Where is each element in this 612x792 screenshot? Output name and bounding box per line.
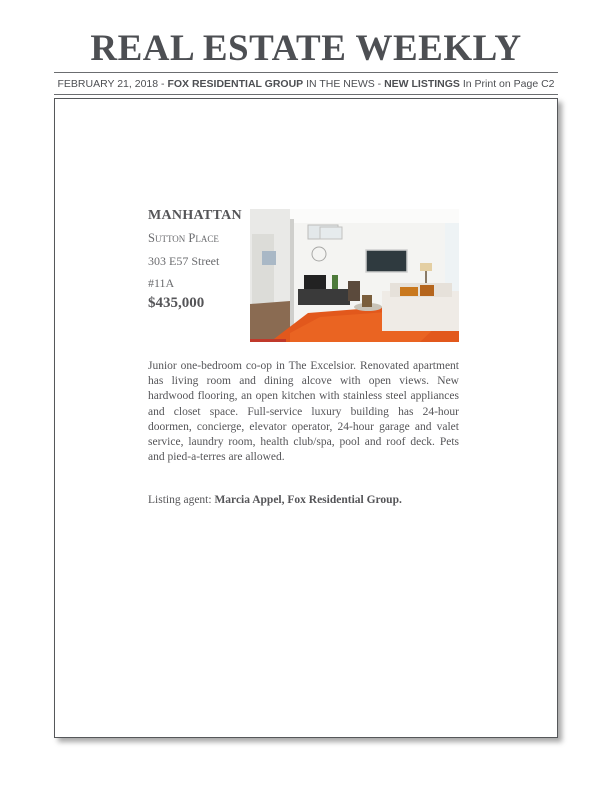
listing-price: $435,000 [148,295,205,311]
masthead-title: REAL ESTATE WEEKLY [90,28,522,69]
agent-name: Marcia Appel, Fox Residential Group. [214,494,402,506]
dateline-in-news: IN THE NEWS [303,78,375,90]
dateline-date: FEBRUARY 21, 2018 [57,78,159,90]
dateline-separator: - [158,78,168,90]
listing-description: Junior one-bedroom co-op in The Excelsior. Renovated apartment has living room and dining alcove with open views. New hardwood flooring, an open kitchen with stainless steel appliances and closet space. Full-service luxury building has 24-hour doormen, concierge, elevator operator, 24-hour garage and valet service, laundry room, health club/spa, pool and roof deck. Pets and pied-a-terres are allowed. [148,360,459,464]
listing-unit: #11A [148,276,175,290]
masthead-rule-bottom [54,94,558,95]
dateline-print-note: In Print on Page C2 [459,78,555,90]
masthead-rule-top [54,72,558,73]
dateline-separator: - [374,78,385,90]
listing-address: 303 E57 Street [148,254,220,268]
listing-neighborhood: MANHATTAN [148,208,242,223]
dateline [54,78,558,90]
listing-subarea: Sutton Place [148,231,219,245]
dateline-company: FOX RESIDENTIAL GROUP [167,78,304,90]
agent-label: Listing agent: [148,494,215,506]
listing-photo [250,209,459,342]
listing-agent [148,494,402,506]
dateline-new-listings: NEW LISTINGS [384,78,460,90]
